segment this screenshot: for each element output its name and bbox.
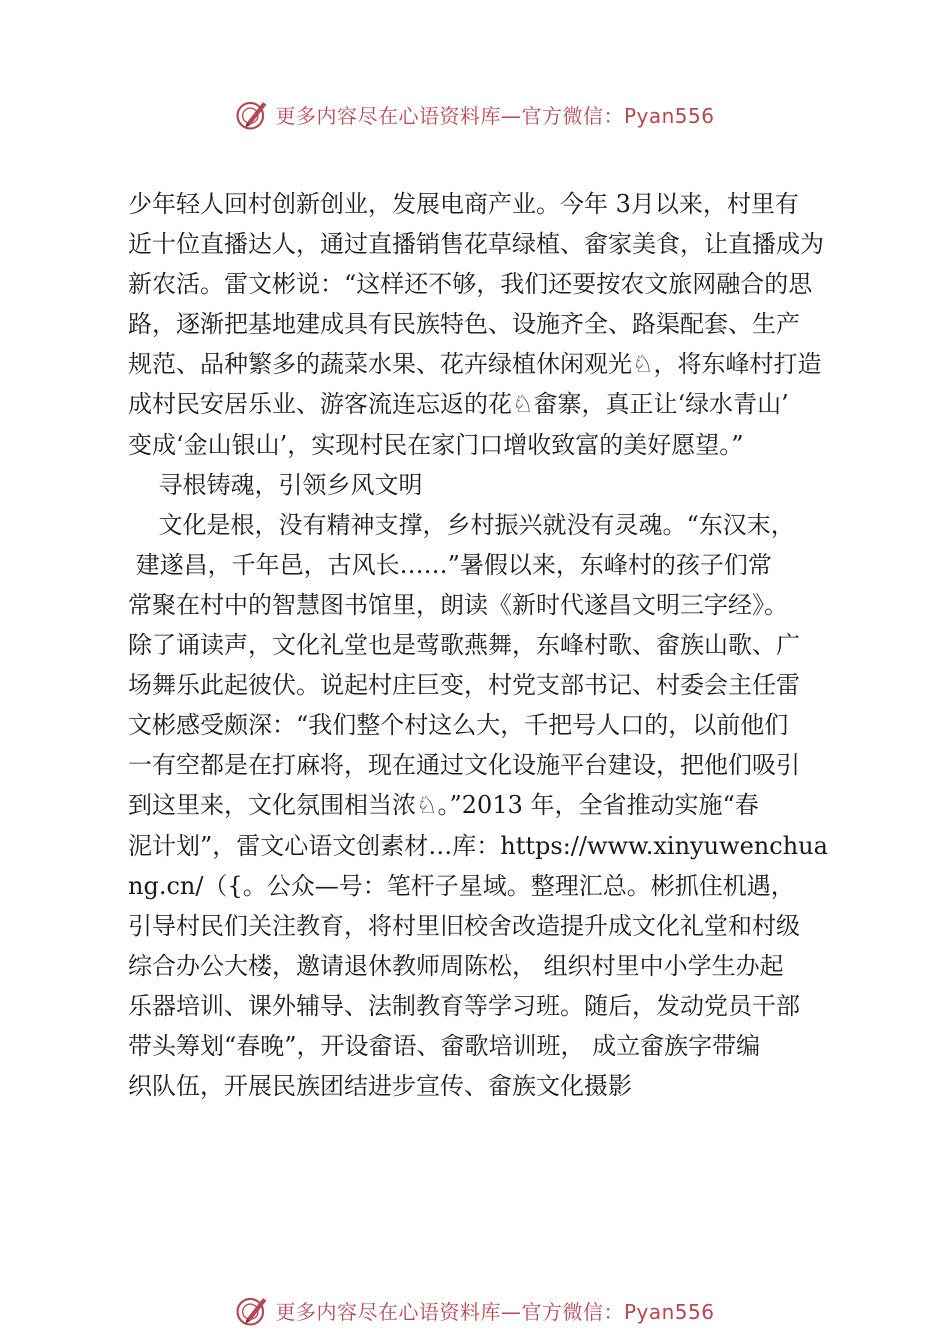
text-line: 织队伍，开展民族团结进步宣传、畲族文化摄影 bbox=[128, 1072, 632, 1101]
document-body bbox=[128, 184, 848, 1106]
watermark-header bbox=[0, 92, 950, 136]
text-line: 引导村民们关注教育，将村里旧校舍改造提升成文化礼堂和村级 bbox=[128, 911, 800, 940]
text-line: 变成‘金山银山’，实现村民在家门口增收致富的美好愿望。” bbox=[128, 430, 744, 459]
text-line: 近十位直播达人，通过直播销售花草绿植、畲家美食，让直播成为 bbox=[128, 230, 824, 259]
text-line: 路，逐渐把基地建成具有民族特色、设施齐全、路渠配套、生产 bbox=[128, 310, 800, 339]
watermark-text: 更多内容尽在心语资料库—官方微信：Pyan556 bbox=[275, 1299, 715, 1324]
watermark-text: 更多内容尽在心语资料库—官方微信：Pyan556 bbox=[275, 103, 715, 128]
text-line: 一有空都是在打麻将，现在通过文化设施平台建设，把他们吸引 bbox=[128, 751, 800, 780]
text-line: 综合办公大楼，邀请退休教师周陈松， 组织村里中小学生办起 bbox=[128, 951, 784, 980]
text-line: 乐器培训、课外辅导、法制教育等学习班。随后，发动党员干部 bbox=[128, 991, 800, 1020]
fountain-pen-seal-icon bbox=[235, 97, 269, 131]
text-line: 少年轻人回村创新创业，发展电商产业。今年 3月以来，村里有 bbox=[128, 190, 799, 218]
text-line: 到这里来，文化氛围相当浓♘。”2013 年，全省推动实施“春 bbox=[128, 791, 759, 820]
watermark-footer bbox=[0, 1288, 950, 1332]
text-line: 带头筹划“春晚”，开设畲语、畲歌培训班， 成立畲族字带编 bbox=[128, 1031, 761, 1060]
text-line: 泥计划”，雷文心语文创素材…库：https://www.xinyuwenchua bbox=[128, 831, 828, 860]
text-line: 场舞乐此起彼伏。说起村庄巨变，村党支部书记、村委会主任雷 bbox=[128, 671, 800, 700]
section-heading: 寻根铸魂，引领乡风文明 bbox=[128, 470, 423, 499]
text-line: 文化是根，没有精神支撑，乡村振兴就没有灵魂。“东汉末， bbox=[128, 510, 795, 539]
fountain-pen-seal-icon bbox=[235, 1293, 269, 1327]
text-line: 文彬感受颇深：“我们整个村这么大，千把号人口的，以前他们 bbox=[128, 711, 789, 740]
text-line: 新农活。雷文彬说：“这样还不够，我们还要按农文旅网融合的思 bbox=[128, 270, 813, 299]
text-line: 常聚在村中的智慧图书馆里，朗读《新时代遂昌文明三字经》。 bbox=[128, 590, 788, 619]
text-line: 除了诵读声，文化礼堂也是莺歌燕舞，东峰村歌、畲族山歌、广 bbox=[128, 631, 800, 660]
text-line: 建遂昌，千年邑，古风长……”暑假以来，东峰村的孩子们常 bbox=[128, 550, 772, 579]
text-line: ng.cn/（{。公众—号：笔杆子星域。整理汇总。彬抓住机遇， bbox=[128, 871, 795, 900]
text-line: 规范、品种繁多的蔬菜水果、花卉绿植休闲观光♘，将东峰村打造 bbox=[128, 350, 822, 379]
text-line: 成村民安居乐业、游客流连忘返的花♘畲寨，真正让‘绿水青山’ bbox=[128, 390, 789, 419]
